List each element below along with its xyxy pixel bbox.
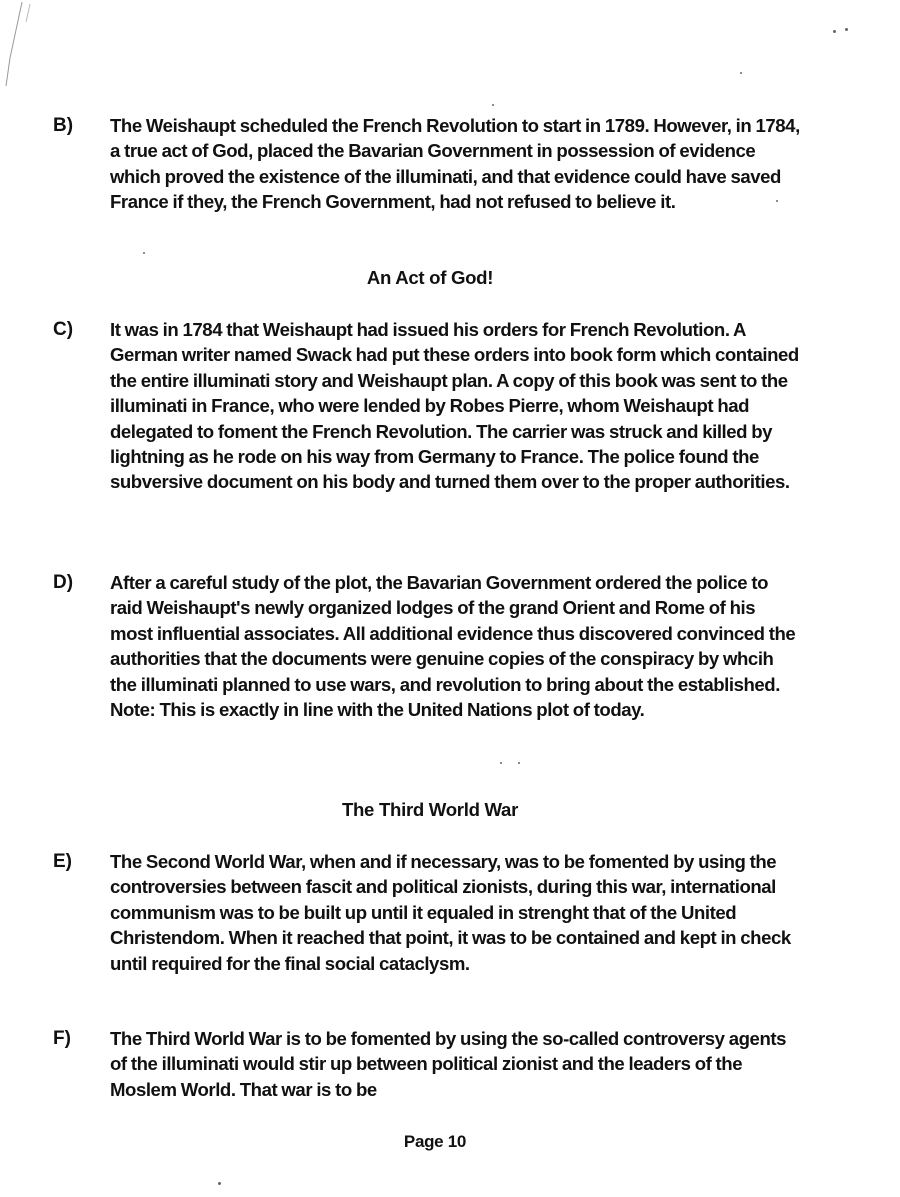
scan-speck xyxy=(845,28,848,31)
paragraph-text: After a careful study of the plot, the Bavarian Government ordered the police to raid Weishaupt's newly organized lodges of the grand Orient and Rome of his most influential associates. All additional evidence thus discovered convinced the authorities that the documents were genuine copies of the conspiracy by whcih the illuminati planned to use wars, and revolution to bring about the established. Note: This is exactly in line with the United Nations plot of today. xyxy=(110,572,796,721)
scan-speck xyxy=(833,30,836,33)
scan-speck xyxy=(776,200,778,202)
scan-speck xyxy=(518,762,520,764)
scan-speck xyxy=(500,762,502,764)
scan-speck xyxy=(143,252,145,254)
paragraph-text: It was in 1784 that Weishaupt had issued his orders for French Revolution. A German writer named Swack had put these orders into book form which contained the entire illuminati story and Weishaupt plan. A copy of this book was sent to the illuminati in France, who were lended by Robes Pierre, whom Weishaupt had delegated to foment the French Revolution. The carrier was struck and killed by lightning as he rode on his way from Germany to France. The police found the subversive document on his body and turned them over to the proper authorities. xyxy=(110,319,799,493)
paragraph-marker: E) xyxy=(53,851,72,872)
page-number: Page 10 xyxy=(403,1132,467,1151)
paragraph-marker: F) xyxy=(53,1028,71,1049)
scan-speck xyxy=(218,1182,221,1185)
paragraph-text: The Weishaupt scheduled the French Revolution to start in 1789. However, in 1784, a true act of God, placed the Bavarian Government in possession of evidence which proved the existence of the illuminati, and that evidence could have saved France if they, the French Government, had not refused to believe it. xyxy=(110,115,800,213)
section-heading-act-of-god: An Act of God! xyxy=(366,267,494,288)
paragraph-text: The Second World War, when and if necessary, was to be fomented by using the controversies between fascit and political zionists, during this war, international communism was to be built up until it equaled in strenght that of the United Christendom. When it reached that point, it was to be contained and kept in check until required for the final social cataclysm. xyxy=(110,851,791,974)
scan-edge-mark xyxy=(0,0,40,90)
scan-speck xyxy=(740,72,742,74)
paragraph-marker: C) xyxy=(53,319,74,340)
paragraph-text: The Third World War is to be fomented by using the so-called controversy agents of the illuminati would stir up between political zionist and the leaders of the Moslem World. That war is to be xyxy=(110,1028,786,1100)
scan-speck xyxy=(492,104,494,106)
section-heading-third-world-war: The Third World War xyxy=(341,799,519,820)
paragraph-marker: B) xyxy=(53,115,74,136)
paragraph-marker: D) xyxy=(53,572,74,593)
